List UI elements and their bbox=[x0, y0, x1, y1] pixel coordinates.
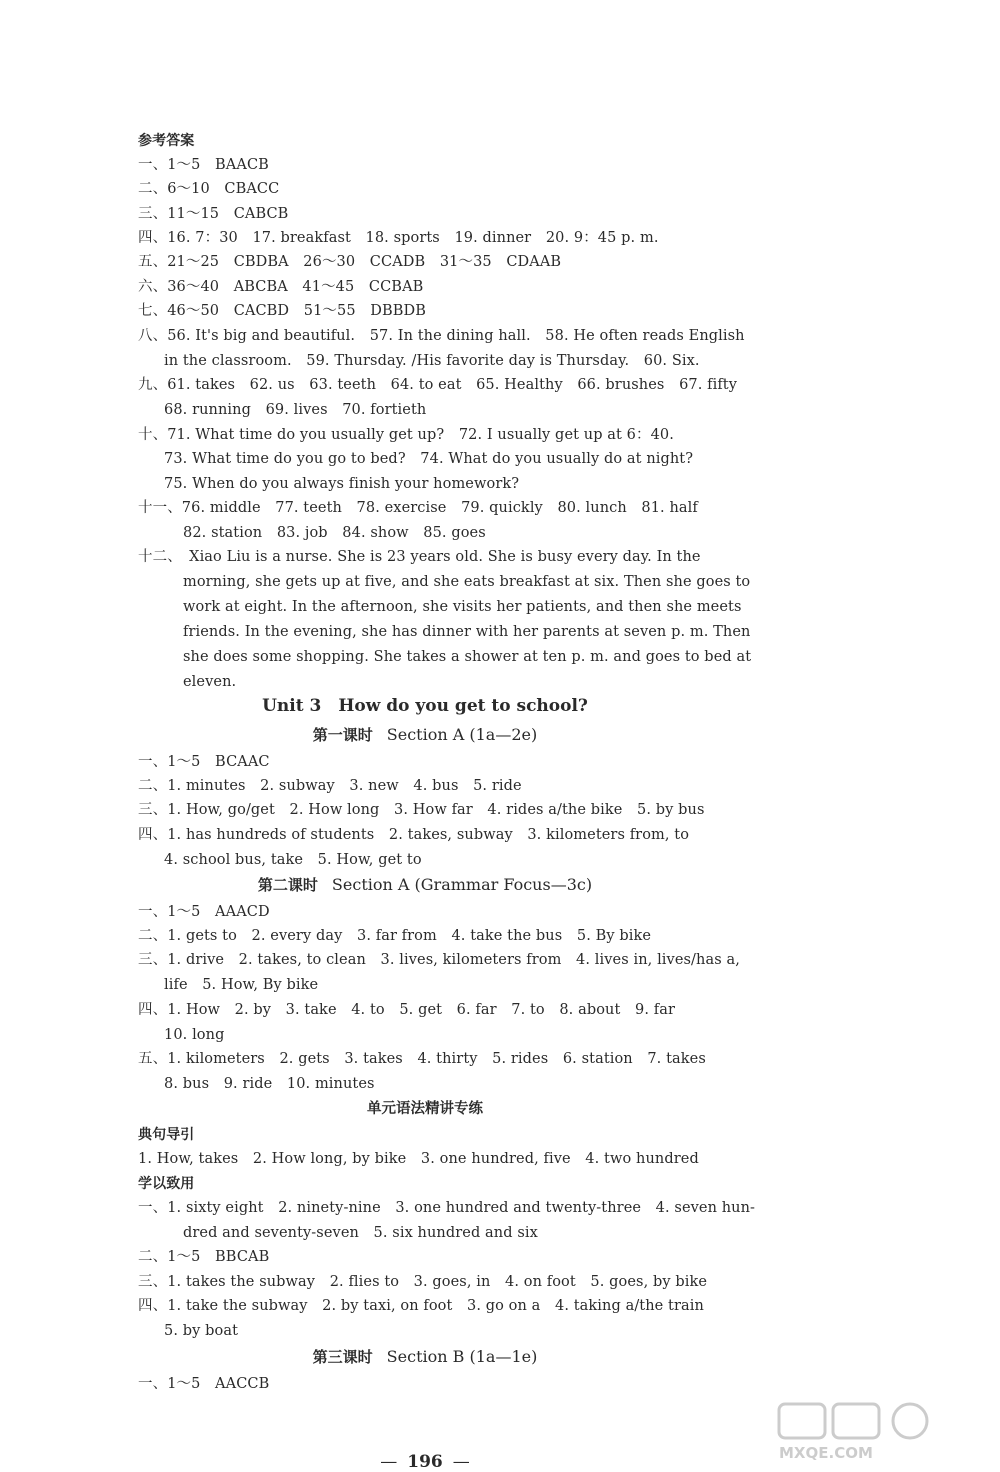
answer-line: 二、1～5 BBCAB bbox=[138, 1249, 270, 1265]
watermark-url: MXQE.COM bbox=[779, 1444, 873, 1462]
answer-line: 三、11～15 CABCB bbox=[138, 206, 289, 222]
answer-line: 三、1. drive 2. takes, to clean 3. lives, kilometers from 4. lives in, lives/has a, bbox=[138, 952, 740, 968]
answer-line: 8. bus 9. ride 10. minutes bbox=[164, 1076, 375, 1092]
answer-line: 三、1. How, go/get 2. How long 3. How far 4. rides a/the bike 5. by bus bbox=[138, 802, 705, 818]
answer-line: 五、21～25 CBDBA 26～30 CCADB 31～35 CDAAB bbox=[138, 254, 562, 270]
answer-line: dred and seventy-seven 5. six hundred and six bbox=[183, 1225, 538, 1241]
page-number: — 196 — bbox=[380, 1452, 470, 1472]
answer-line: 九、61. takes 62. us 63. teeth 64. to eat 65. Healthy 66. brushes 67. fifty bbox=[138, 377, 738, 393]
answer-line: 一、1～5 BCAAC bbox=[138, 754, 270, 770]
watermark-logo bbox=[775, 1400, 970, 1462]
answer-line: 十、71. What time do you usually get up? 72. I usually get up at 6：40. bbox=[138, 427, 674, 443]
answer-line: 四、16. 7：30 17. breakfast 18. sports 19. dinner 20. 9：45 p. m. bbox=[138, 230, 659, 246]
lesson-section: Section A (Grammar Focus—3c) bbox=[331, 875, 593, 894]
answer-line: 一、1. sixty eight 2. ninety-nine 3. one hundred and twenty-three 4. seven hun- bbox=[138, 1200, 756, 1216]
essay-line: she does some shopping. She takes a shower at ten p. m. and goes to bed at bbox=[183, 649, 752, 665]
answer-line: in the classroom. 59. Thursday. /His favorite day is Thursday. 60. Six. bbox=[164, 353, 700, 369]
answer-line: 1. How, takes 2. How long, by bike 3. one hundred, five 4. two hundred bbox=[138, 1151, 699, 1167]
answer-line: 六、36～40 ABCBA 41～45 CCBAB bbox=[138, 279, 424, 295]
answer-line: 5. by boat bbox=[164, 1323, 239, 1339]
lesson-number: 第三课时 bbox=[312, 1348, 373, 1366]
lesson-heading bbox=[0, 1346, 850, 1368]
subsection-label: 典句导引 bbox=[138, 1127, 195, 1143]
answer-line: 68. running 69. lives 70. fortieth bbox=[164, 402, 427, 418]
lesson-number: 第一课时 bbox=[312, 726, 373, 744]
watermark-glyph-1 bbox=[779, 1404, 825, 1438]
lesson-section: Section B (1a—1e) bbox=[386, 1347, 538, 1366]
answer-line: 一、1～5 AAACD bbox=[138, 904, 270, 920]
lesson-heading bbox=[0, 874, 850, 896]
answer-line: 四、1. How 2. by 3. take 4. to 5. get 6. far 7. to 8. about 9. far bbox=[138, 1002, 676, 1018]
answer-line: 一、1～5 AACCB bbox=[138, 1376, 270, 1392]
grammar-section-title: 单元语法精讲专练 bbox=[367, 1101, 483, 1117]
page-number-value: 196 bbox=[407, 1452, 443, 1472]
answer-line: 二、1. minutes 2. subway 3. new 4. bus 5. ride bbox=[138, 778, 522, 794]
answer-line: 十一、76. middle 77. teeth 78. exercise 79. quickly 80. lunch 81. half bbox=[138, 500, 698, 516]
answer-line: 二、1. gets to 2. every day 3. far from 4. take the bus 5. By bike bbox=[138, 928, 652, 944]
watermark-glyph-3 bbox=[893, 1404, 927, 1438]
essay-line: morning, she gets up at five, and she eats breakfast at six. Then she goes to bbox=[183, 574, 751, 590]
essay-line: work at eight. In the afternoon, she visits her patients, and then she meets bbox=[183, 599, 742, 615]
essay-line: eleven. bbox=[183, 674, 237, 690]
unit-title: Unit 3 How do you get to school? bbox=[262, 696, 588, 716]
answer-line: 七、46～50 CACBD 51～55 DBBDB bbox=[138, 303, 426, 319]
answer-line: 五、1. kilometers 2. gets 3. takes 4. thirty 5. rides 6. station 7. takes bbox=[138, 1051, 706, 1067]
answer-line: 82. station 83. job 84. show 85. goes bbox=[183, 525, 486, 541]
lesson-heading bbox=[0, 724, 850, 746]
answer-line: 73. What time do you go to bed? 74. What do you usually do at night? bbox=[164, 451, 694, 467]
essay-line: friends. In the evening, she has dinner with her parents at seven p. m. Then bbox=[183, 624, 751, 640]
watermark-glyph-2 bbox=[833, 1404, 879, 1438]
answer-line: 四、1. take the subway 2. by taxi, on foot 3. go on a 4. taking a/the train bbox=[138, 1298, 704, 1314]
answer-line: life 5. How, By bike bbox=[164, 977, 319, 993]
answer-line: 四、1. has hundreds of students 2. takes, subway 3. kilometers from, to bbox=[138, 827, 690, 843]
answer-line: 二、6～10 CBACC bbox=[138, 181, 280, 197]
lesson-section: Section A (1a—2e) bbox=[386, 725, 538, 744]
answer-line: 10. long bbox=[164, 1027, 225, 1043]
subsection-label: 学以致用 bbox=[138, 1176, 195, 1192]
answer-line: 4. school bus, take 5. How, get to bbox=[164, 852, 422, 868]
answer-line: 三、1. takes the subway 2. flies to 3. goes, in 4. on foot 5. goes, by bike bbox=[138, 1274, 708, 1290]
answer-line: 一、1～5 BAACB bbox=[138, 157, 269, 173]
essay-line: 十二、 Xiao Liu is a nurse. She is 23 years old. She is busy every day. In the bbox=[138, 549, 701, 565]
answer-key-header: 参考答案 bbox=[138, 133, 195, 149]
answer-line: 75. When do you always finish your homework? bbox=[164, 476, 520, 492]
answer-line: 八、56. It's big and beautiful. 57. In the dining hall. 58. He often reads English bbox=[138, 328, 745, 344]
lesson-number: 第二课时 bbox=[257, 876, 318, 894]
